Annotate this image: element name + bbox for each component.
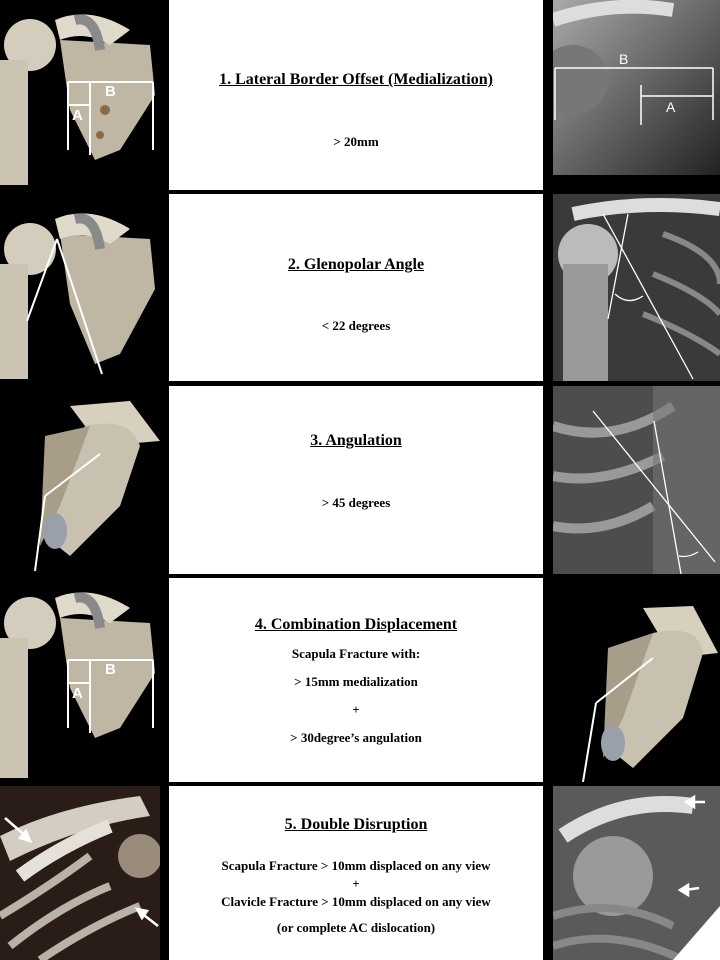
criterion-row-4 [0,578,720,782]
criterion-4-title: 4. Combination Displacement [254,616,458,633]
criterion-4-line-1: Scapula Fracture with: [291,646,421,661]
criterion-1-value: > 20mm [333,134,379,149]
label-b: B [105,661,116,678]
criterion-4-panel [169,578,543,782]
criterion-row-5 [0,786,720,960]
criterion-5-line-3: Clavicle Fracture > 10mm displaced on any view [221,894,491,909]
ct-3d-combination-medialization-image [0,578,160,782]
criterion-row-3 [0,386,720,574]
criterion-2-value: < 22 degrees [321,318,391,333]
label-b: B [105,83,116,100]
label-a: A [666,99,676,115]
criterion-row-1 [0,0,720,190]
label-a: A [72,685,83,702]
xray-angulation-image [553,386,720,574]
criterion-1-title: 1. Lateral Border Offset (Medialization) [219,71,493,88]
label-b: B [619,51,629,67]
criterion-3-value: > 45 degrees [321,495,391,510]
criterion-3-title: 3. Angulation [310,432,402,449]
xray-double-disruption-image [553,786,720,960]
ct-3d-combination-angulation-image [553,578,720,782]
criterion-5-line-1: Scapula Fracture > 10mm displaced on any view [221,858,491,873]
criterion-5-title: 5. Double Disruption [284,816,428,833]
label-a: A [72,107,83,124]
criterion-row-2 [0,194,720,381]
criterion-5-line-4: (or complete AC dislocation) [276,920,436,935]
xray-scapula-medialization-image [553,0,720,175]
ct-3d-angulation-image [0,386,160,574]
ct-3d-glenopolar-angle-image [0,194,160,381]
criterion-5-panel [169,786,543,960]
criterion-4-line-2: > 15mm medialization [294,674,418,689]
criterion-5-line-2: + [352,876,360,891]
criterion-3-panel [169,386,543,574]
criterion-4-line-4: > 30degree’s angulation [290,730,422,745]
criterion-4-line-3: + [352,702,360,717]
criterion-2-panel [169,194,543,381]
ct-3d-double-disruption-image [0,786,160,960]
criterion-2-title: 2. Glenopolar Angle [287,256,425,273]
xray-glenopolar-angle-image [553,194,720,381]
criterion-1-panel [169,0,543,190]
ct-3d-scapula-medialization-image [0,0,160,190]
